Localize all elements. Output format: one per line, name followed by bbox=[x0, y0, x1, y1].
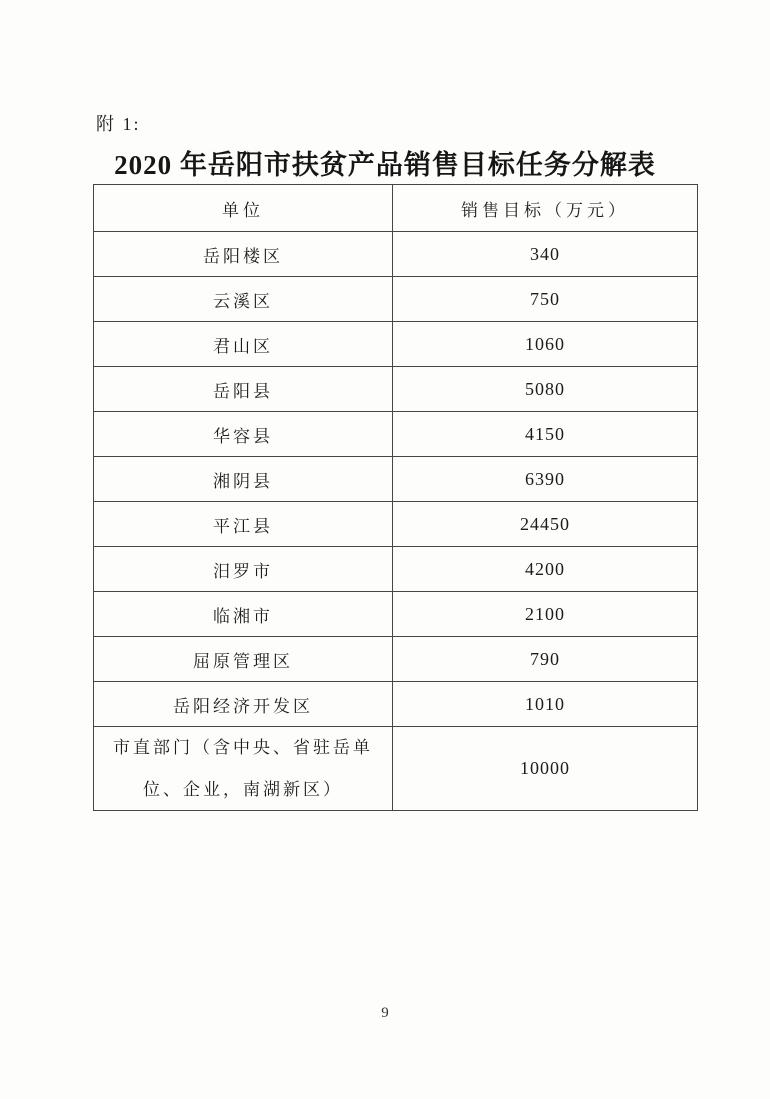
target-cell: 750 bbox=[393, 277, 698, 322]
target-cell: 10000 bbox=[393, 727, 698, 811]
table-row bbox=[94, 457, 698, 502]
header-sales-target: 销售目标（万元） bbox=[393, 185, 698, 232]
table-row bbox=[94, 277, 698, 322]
unit-cell: 汨罗市 bbox=[94, 547, 393, 592]
target-cell: 2100 bbox=[393, 592, 698, 637]
table-row bbox=[94, 502, 698, 547]
unit-cell: 平江县 bbox=[94, 502, 393, 547]
page-number: 9 bbox=[381, 1005, 389, 1021]
unit-cell: 湘阴县 bbox=[94, 457, 393, 502]
unit-cell: 市直部门（含中央、省驻岳单位、企业，南湖新区） bbox=[94, 727, 393, 811]
table-row bbox=[94, 322, 698, 367]
table-header-row bbox=[94, 185, 698, 232]
table-row bbox=[94, 367, 698, 412]
unit-cell: 岳阳县 bbox=[94, 367, 393, 412]
attachment-label: 附 1: bbox=[96, 114, 141, 134]
sales-target-table bbox=[93, 184, 698, 811]
unit-cell: 君山区 bbox=[94, 322, 393, 367]
target-cell: 1010 bbox=[393, 682, 698, 727]
unit-cell: 华容县 bbox=[94, 412, 393, 457]
table-row bbox=[94, 682, 698, 727]
table-row bbox=[94, 727, 698, 811]
header-unit: 单位 bbox=[94, 185, 393, 232]
target-cell: 6390 bbox=[393, 457, 698, 502]
table-row bbox=[94, 637, 698, 682]
target-cell: 1060 bbox=[393, 322, 698, 367]
table-row bbox=[94, 412, 698, 457]
table-row bbox=[94, 232, 698, 277]
target-cell: 5080 bbox=[393, 367, 698, 412]
unit-cell: 屈原管理区 bbox=[94, 637, 393, 682]
unit-cell: 岳阳经济开发区 bbox=[94, 682, 393, 727]
table-row bbox=[94, 547, 698, 592]
target-cell: 790 bbox=[393, 637, 698, 682]
target-cell: 340 bbox=[393, 232, 698, 277]
target-cell: 4150 bbox=[393, 412, 698, 457]
unit-cell: 临湘市 bbox=[94, 592, 393, 637]
unit-cell: 岳阳楼区 bbox=[94, 232, 393, 277]
unit-cell: 云溪区 bbox=[94, 277, 393, 322]
target-cell: 4200 bbox=[393, 547, 698, 592]
target-cell: 24450 bbox=[393, 502, 698, 547]
page-title: 2020 年岳阳市扶贫产品销售目标任务分解表 bbox=[114, 150, 656, 180]
table-row bbox=[94, 592, 698, 637]
